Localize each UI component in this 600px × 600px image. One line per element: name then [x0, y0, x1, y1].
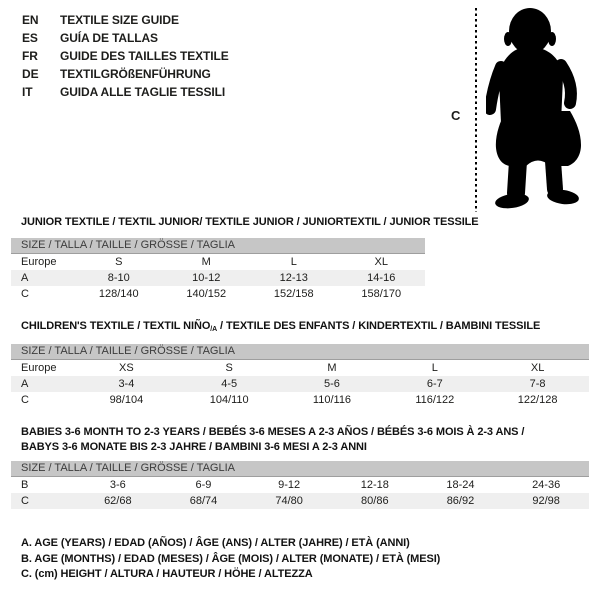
table-row — [11, 493, 589, 509]
lang-row-fr — [22, 47, 229, 65]
size-cell: 122/128 — [517, 394, 558, 406]
lang-row-it — [22, 83, 229, 101]
table-header-row — [11, 344, 589, 360]
footnote-b: B. AGE (MONTHS) / EDAD (MESES) / ÂGE (MOIS) / ALTER (MONATE) / ETÀ (MESI) — [21, 552, 441, 565]
children-title-pre: CHILDREN'S TEXTILE / TEXTIL NIÑO — [21, 320, 211, 332]
row-label: A — [11, 376, 75, 392]
table-row — [11, 477, 589, 494]
footnote-c: C. (cm) HEIGHT / ALTURA / HAUTEUR / HÖHE / ALTEZZA — [21, 568, 313, 580]
size-cell: 104/110 — [209, 394, 249, 406]
lang-label: GUIDA ALLE TAGLIE TESSILI — [60, 85, 226, 99]
footnote-a: A. AGE (YEARS) / EDAD (AÑOS) / ÂGE (ANS) / ALTER (JAHRE) / ETÀ (ANNI) — [21, 537, 410, 549]
size-cell: 5-6 — [281, 376, 384, 392]
size-cell: 80/86 — [332, 493, 418, 509]
lang-label: TEXTILE SIZE GUIDE — [60, 13, 179, 27]
size-cell: XL — [374, 256, 388, 268]
children-section-title — [21, 320, 540, 333]
babies-section-title — [21, 425, 524, 455]
height-measure-label: C — [451, 108, 461, 123]
size-cell: L — [290, 256, 297, 268]
size-header-bar: SIZE / TALLA / TAILLE / GRÖSSE / TAGLIA — [11, 461, 589, 477]
size-cell: 68/74 — [161, 493, 247, 509]
size-cell: 12-13 — [250, 270, 338, 286]
lang-row-de — [22, 65, 229, 83]
lang-label: GUIDE DES TAILLES TEXTILE — [60, 49, 229, 63]
junior-section-title: JUNIOR TEXTILE / TEXTIL JUNIOR/ TEXTILE JUNIOR / JUNIORTEXTIL / JUNIOR TESSILE — [21, 216, 479, 228]
lang-code: FR — [22, 49, 38, 63]
size-cell: 24-36 — [532, 479, 561, 491]
size-cell: 6-9 — [195, 479, 212, 491]
lang-code: DE — [22, 67, 39, 81]
table-row — [11, 376, 589, 392]
junior-size-table — [11, 238, 425, 302]
row-label: A — [11, 270, 75, 286]
row-label: Europe — [21, 256, 57, 268]
row-label: C — [21, 288, 29, 300]
size-cell: M — [201, 256, 211, 268]
size-cell: XS — [119, 362, 134, 374]
table-row — [11, 254, 425, 271]
footnotes — [21, 536, 440, 583]
babies-title-line1: BABIES 3-6 MONTH TO 2-3 YEARS / BEBÉS 3-6 MESES A 2-3 AÑOS / BÉBÉS 3-6 MOIS À 2-3 ANS / — [21, 426, 525, 438]
row-label: Europe — [21, 362, 57, 374]
size-cell: 6-7 — [383, 376, 486, 392]
size-cell: 140/152 — [186, 288, 227, 300]
table-row — [11, 360, 589, 377]
table-header-row — [11, 461, 589, 477]
size-cell: M — [327, 362, 337, 374]
size-header-bar: SIZE / TALLA / TAILLE / GRÖSSE / TAGLIA — [11, 344, 589, 360]
language-legend — [22, 11, 229, 101]
size-cell: 74/80 — [246, 493, 332, 509]
size-cell: 4-5 — [178, 376, 281, 392]
lang-row-es — [22, 29, 229, 47]
table-row — [11, 270, 425, 286]
lang-row-en — [22, 11, 229, 29]
height-measure-dotted-line — [475, 8, 477, 212]
size-cell: 10-12 — [163, 270, 251, 286]
size-cell: 8-10 — [75, 270, 163, 286]
lang-label: GUÍA DE TALLAS — [60, 31, 158, 45]
babies-title-line2: BABYS 3-6 MONATE BIS 2-3 JAHRE / BAMBINI 3-6 MESI A 2-3 ANNI — [21, 441, 367, 453]
table-row — [11, 392, 589, 408]
lang-code: IT — [22, 85, 33, 99]
toddler-silhouette-icon — [486, 5, 594, 211]
size-cell: 3-4 — [75, 376, 178, 392]
size-cell: 12-18 — [360, 479, 389, 491]
lang-code: EN — [22, 13, 39, 27]
babies-size-table — [11, 461, 589, 509]
size-cell: 152/158 — [273, 288, 314, 300]
row-label: C — [11, 493, 75, 509]
size-cell: 3-6 — [109, 479, 126, 491]
size-cell: 86/92 — [418, 493, 504, 509]
table-row — [11, 286, 425, 302]
children-title-sub: /A — [210, 326, 218, 333]
size-cell: 116/122 — [415, 394, 455, 406]
size-cell: 98/104 — [109, 394, 144, 406]
size-cell: 62/68 — [75, 493, 161, 509]
size-cell: 128/140 — [98, 288, 139, 300]
size-cell: 18-24 — [446, 479, 475, 491]
row-label: C — [21, 394, 29, 406]
size-cell: 92/98 — [503, 493, 589, 509]
size-cell: L — [431, 362, 438, 374]
size-cell: 110/116 — [312, 394, 352, 406]
size-cell: XL — [530, 362, 545, 374]
size-cell: S — [115, 256, 123, 268]
row-label: B — [21, 479, 29, 491]
lang-code: ES — [22, 31, 38, 45]
size-cell: S — [225, 362, 233, 374]
lang-label: TEXTILGRÖßENFÜHRUNG — [60, 67, 211, 81]
size-cell: 7-8 — [486, 376, 589, 392]
children-size-table — [11, 344, 589, 408]
size-cell: 14-16 — [338, 270, 426, 286]
table-header-row — [11, 238, 425, 254]
size-cell: 9-12 — [278, 479, 301, 491]
children-title-post: / TEXTILE DES ENFANTS / KINDERTEXTIL / BAMBINI TESSILE — [217, 320, 541, 332]
size-header-bar: SIZE / TALLA / TAILLE / GRÖSSE / TAGLIA — [11, 238, 425, 254]
size-cell: 158/170 — [361, 288, 402, 300]
